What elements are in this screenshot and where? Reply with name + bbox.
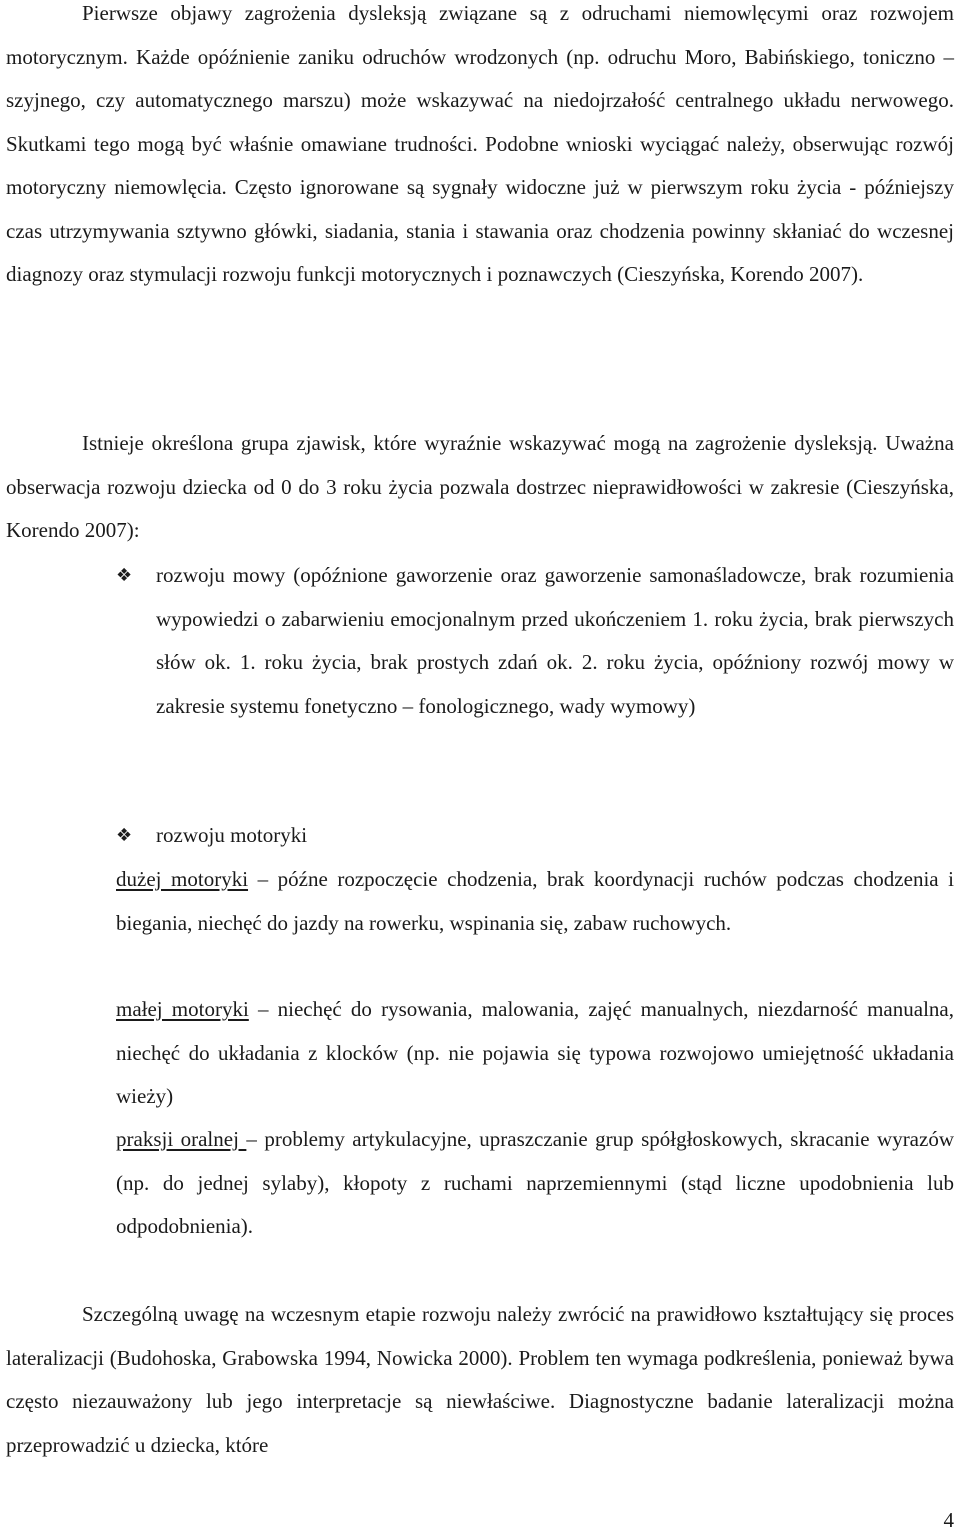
gross-motor-description: – późne rozpoczęcie chodzenia, brak koordynacji ruchów podczas chodzenia i biegania, niechęć do jazdy na rowerku, wspinania się, zabaw ruchowych.: [116, 867, 954, 935]
oral-praxis-term: praksji oralnej: [116, 1127, 247, 1151]
oral-praxis-description: – problemy artykulacyjne, upraszczanie grup spółgłoskowych, skracanie wyrazów (np. do jednej sylaby), kłopoty z ruchami naprzemiennymi (stąd liczne upodobnienia lub odpodobnienia).: [116, 1127, 954, 1238]
paragraph-reflexes: Pierwsze objawy zagrożenia dysleksją związane są z odruchami niemowlęcymi oraz rozwojem motorycznym. Każde opóźnienie zaniku odruchów wrodzonych (np. odruchu Moro, Babińskiego, toniczno – szyjnego, czy automatycznego marszu) może wskazywać na niedojrzałość centralnego układu nerwowego. Skutkami tego mogą być właśnie omawiane trudności. Podobne wnioski wyciągać należy, obserwując rozwój motoryczny niemowlęcia. Często ignorowane są sygnały widoczne już w pierwszym roku życia - późniejszy czas utrzymywania sztywno główki, siadania, stania i stawania oraz chodzenia powinny skłaniać do wczesnej diagnozy oraz stymulacji rozwoju funkcji motorycznych i poznawczych (Cieszyńska, Korendo 2007).: [6, 1, 954, 286]
oral-praxis-item: [116, 1118, 954, 1249]
fine-motor-description: – niechęć do rysowania, malowania, zajęć manualnych, niezdarność manualna, niechęć do układania z klocków (np. nie pojawia się typowa rozwojowo umiejętność układania wieży): [116, 997, 954, 1108]
bullet-speech-development: [116, 554, 954, 728]
gross-motor-item: [116, 858, 954, 945]
paragraph-lateralization: Szczególną uwagę na wczesnym etapie rozwoju należy zwrócić na prawidłowo kształtujący się proces lateralizacji (Budohoska, Grabowska 1994, Nowicka 2000). Problem ten wymaga podkreślenia, ponieważ bywa często niezauważony lub jego interpretacje są niewłaściwe. Diagnostyczne badanie lateralizacji można przeprowadzić u dziecka, które: [6, 1302, 954, 1457]
page-number: 4: [943, 1508, 954, 1532]
paragraph-symptoms-intro: Istnieje określona grupa zjawisk, które wyraźnie wskazywać mogą na zagrożenie dysleksją. Uważna obserwacja rozwoju dziecka od 0 do 3 roku życia pozwala dostrzec nieprawidłowości w zakresie (Cieszyńska, Korendo 2007):: [6, 431, 954, 542]
fine-motor-item: [116, 988, 954, 1119]
bullet-motor-text: rozwoju motoryki: [156, 823, 308, 847]
bullet-speech-text: rozwoju mowy (opóźnione gaworzenie oraz gaworzenie samonaśladowcze, brak rozumienia wypowiedzi o zabarwieniu emocjonalnym przed ukończeniem 1. roku życia, brak pierwszych słów ok. 1. roku życia, brak prostych zdań ok. 2. roku życia, opóźniony rozwój mowy w zakresie systemu fonetyczno – fonologicznego, wady wymowy): [156, 563, 954, 718]
diamond-bullet-icon: ❖: [116, 565, 133, 586]
diamond-bullet-icon: ❖: [116, 825, 133, 846]
bullet-motor-development: [116, 814, 954, 858]
gross-motor-term: dużej motoryki: [116, 867, 249, 891]
fine-motor-term: małej motoryki: [116, 997, 249, 1021]
